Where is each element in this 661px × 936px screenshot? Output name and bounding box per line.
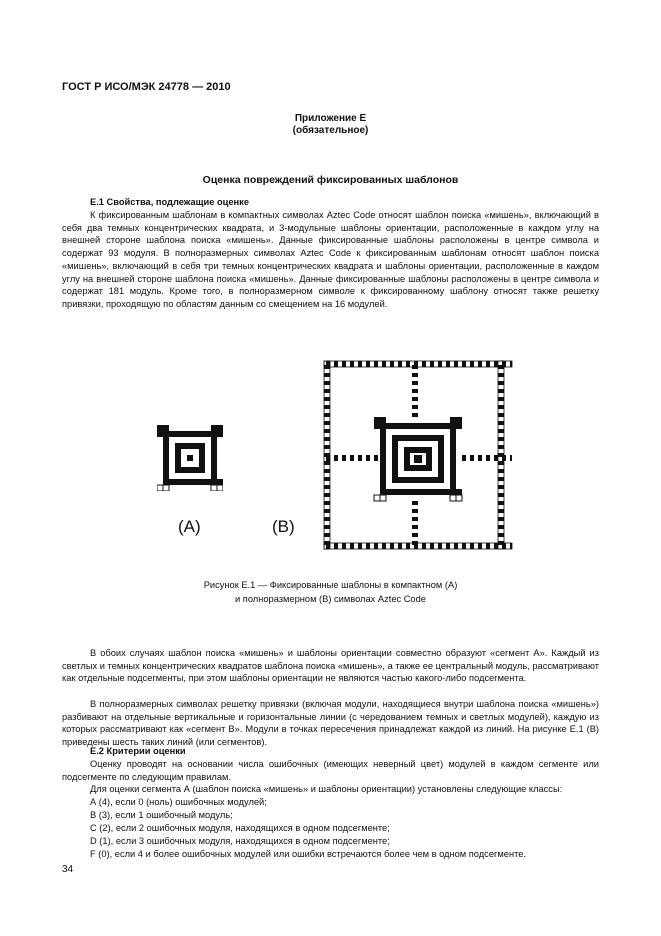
section-e2-intro2: Для оценки сегмента А (шаблон поиска «мишень» и шаблоны ориентации) установлены следующие классы: bbox=[90, 784, 563, 794]
document-header: ГОСТ Р ИСО/МЭК 24778 — 2010 bbox=[62, 81, 231, 93]
bullseye-finder bbox=[374, 417, 462, 501]
page-number: 34 bbox=[62, 864, 74, 875]
paragraph-segment-a: В обоих случаях шаблон поиска «мишень» и шаблоны ориентации совместно образуют «сегмент А». Каждый из светлых и темных концентрических квадратов шаблона поиска «мишень», а также ее центральный модуль, рассматривают как отдельные подсегменты, при этом шаблоны ориентации не являются частью какого-либо подсегмента. bbox=[62, 648, 599, 684]
grade-item: С (2), если 2 ошибочных модуля, находящихся в одном подсегменте; bbox=[90, 823, 390, 833]
annex-title: Приложение Е bbox=[294, 113, 367, 124]
figure-label-a: (A) bbox=[178, 517, 201, 536]
figure-a-compact-pattern bbox=[157, 425, 223, 491]
section-e2-intro: Оценку проводят на основании числа ошибочных (имеющих неверный цвет) модулей в каждом сегменте или подсегменте по следующим правилам. bbox=[62, 759, 599, 782]
paragraph-segment-b: В полноразмерных символах решетку привязки (включая модули, находящиеся внутри шаблона поиска «мишень») разбивают на отдельные вертикальные и горизонтальные линии (с чередованием темных и светлых модулей), каждую из которых рассматривают как «сегмент В». Модули в точках пересечения принадлежат каждой из линий. На рисунке Е.1 (В) приведены шесть таких линий (или сегментов). bbox=[62, 699, 599, 748]
figure-b-full-range-pattern bbox=[318, 357, 518, 557]
section-heading-e2: Е.2 Критерии оценки bbox=[90, 746, 186, 756]
figure-caption-line1: Рисунок Е.1 — Фиксированные шаблоны в компактном (А) bbox=[203, 580, 458, 590]
grade-item: D (1), если 3 ошибочных модуля, находящихся в одном подсегменте; bbox=[90, 836, 390, 846]
figure-caption-line2: и полноразмерном (В) символах Aztec Code bbox=[235, 594, 426, 604]
grade-item: В (3), если 1 ошибочный модуль; bbox=[90, 810, 233, 820]
annex-status: (обязательное) bbox=[292, 125, 369, 136]
grade-item: F (0), если 4 и более ошибочных модулей или ошибки встречаются более чем в одном подсегменте. bbox=[90, 849, 526, 859]
figure-label-b: (B) bbox=[272, 517, 295, 536]
section-heading-e1: Е.1 Свойства, подлежащие оценке bbox=[90, 197, 249, 207]
section-e1-paragraph: К фиксированным шаблонам в компактных символах Aztec Code относят шаблон поиска «мишень», включающий в себя два темных концентрических квадрата, и 3-модульные шаблоны ориентации, расположенные в каждом углу на внешней стороне шаблона поиска «мишень». Данные фиксированные шаблоны расположены в центре символа и содержат 93 модуля. В полноразмерных символах Aztec Code к фиксированным шаблонам относят шаблон поиска «мишень», включающий в себя три темных концентрических квадрата и шаблоны ориентации, расположенные в каждом углу на внешней стороне шаблона поиска «мишень». Данные фиксированные шаблоны расположены в центре символа и содержат 181 модуль. Кроме того, в полноразмерном символе к фиксированному шаблону относят также решетку привязки, проходящую по областям данным со смещением на 16 модулей. bbox=[62, 210, 599, 309]
main-title: Оценка повреждений фиксированных шаблонов bbox=[202, 174, 459, 186]
grade-item: А (4), если 0 (ноль) ошибочных модулей; bbox=[90, 797, 267, 807]
